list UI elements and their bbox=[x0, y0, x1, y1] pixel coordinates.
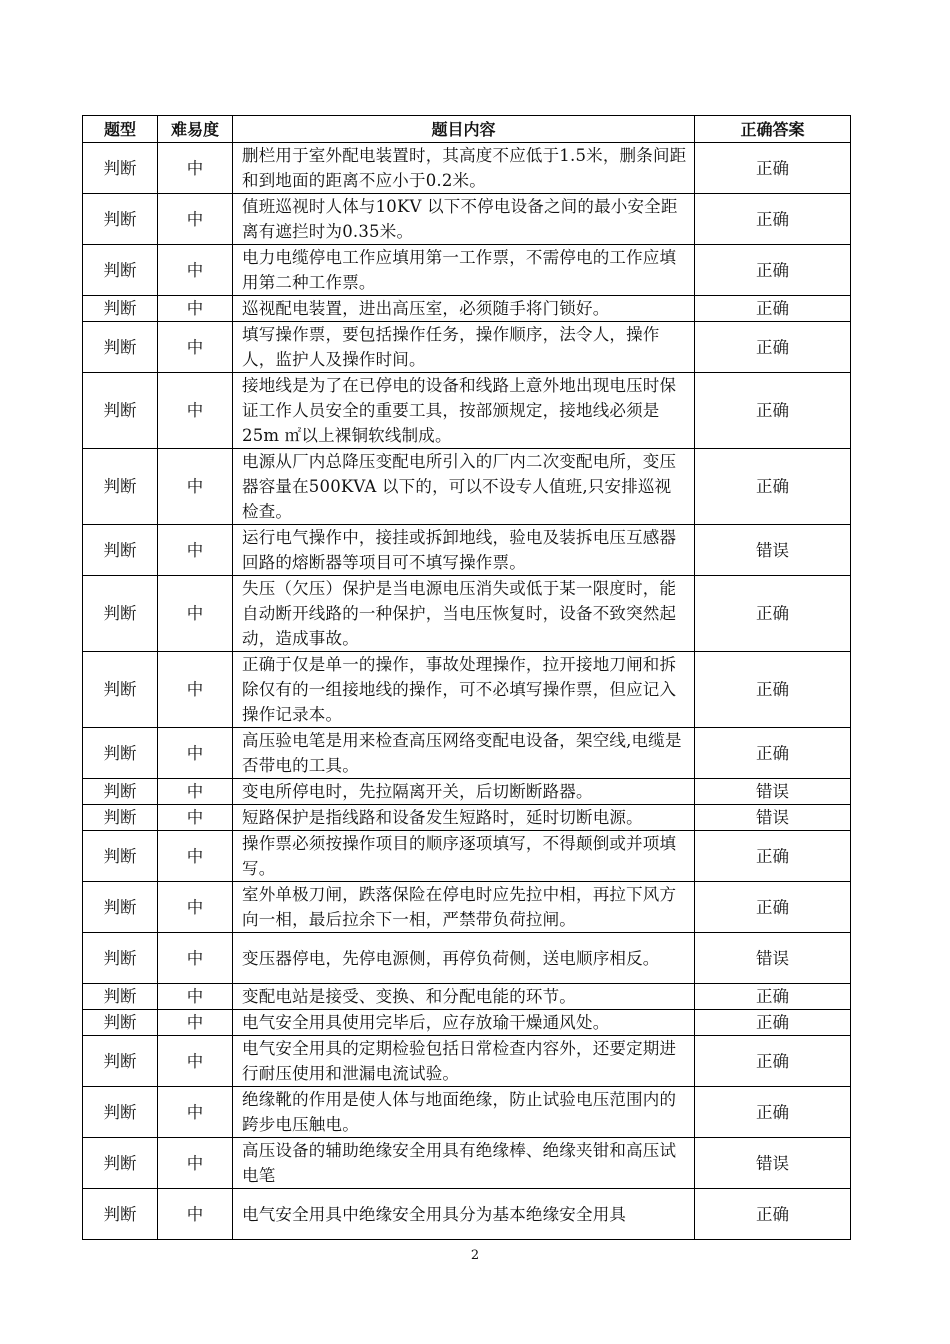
cell-type: 判断 bbox=[83, 194, 158, 245]
cell-answer: 正确 bbox=[695, 576, 851, 652]
cell-difficulty: 中 bbox=[158, 728, 233, 779]
table-row bbox=[83, 245, 851, 296]
cell-content: 接地线是为了在已停电的设备和线路上意外地出现电压时保证工作人员安全的重要工具，按部颁规定，接地线必须是25m ㎡以上裸铜软线制成。 bbox=[233, 373, 695, 449]
cell-answer: 正确 bbox=[695, 322, 851, 373]
table-row bbox=[83, 779, 851, 805]
cell-answer: 正确 bbox=[695, 1189, 851, 1240]
page-number: 2 bbox=[470, 1248, 480, 1263]
cell-answer: 错误 bbox=[695, 933, 851, 984]
cell-answer: 错误 bbox=[695, 1138, 851, 1189]
cell-answer: 正确 bbox=[695, 194, 851, 245]
cell-type: 判断 bbox=[83, 1087, 158, 1138]
cell-type: 判断 bbox=[83, 576, 158, 652]
cell-answer: 正确 bbox=[695, 728, 851, 779]
cell-content: 运行电气操作中，接挂或拆卸地线，验电及装拆电压互感器回路的熔断器等项目可不填写操作票。 bbox=[233, 525, 695, 576]
cell-difficulty: 中 bbox=[158, 805, 233, 831]
cell-answer: 正确 bbox=[695, 245, 851, 296]
cell-type: 判断 bbox=[83, 728, 158, 779]
cell-type: 判断 bbox=[83, 143, 158, 194]
cell-type: 判断 bbox=[83, 933, 158, 984]
table-row bbox=[83, 1036, 851, 1087]
cell-content: 室外单极刀闸，跌落保险在停电时应先拉中相，再拉下风方向一相，最后拉余下一相，严禁带负荷拉闸。 bbox=[233, 882, 695, 933]
cell-difficulty: 中 bbox=[158, 882, 233, 933]
cell-difficulty: 中 bbox=[158, 831, 233, 882]
cell-answer: 正确 bbox=[695, 143, 851, 194]
cell-content: 绝缘靴的作用是使人体与地面绝缘，防止试验电压范围内的跨步电压触电。 bbox=[233, 1087, 695, 1138]
table-row bbox=[83, 1010, 851, 1036]
cell-content: 填写操作票，要包括操作任务，操作顺序，法令人，操作人，监护人及操作时间。 bbox=[233, 322, 695, 373]
header-difficulty: 难易度 bbox=[158, 116, 233, 143]
cell-type: 判断 bbox=[83, 831, 158, 882]
table-row bbox=[83, 1087, 851, 1138]
cell-type: 判断 bbox=[83, 882, 158, 933]
cell-content: 变压器停电，先停电源侧，再停负荷侧，送电顺序相反。 bbox=[233, 933, 695, 984]
cell-type: 判断 bbox=[83, 1138, 158, 1189]
cell-type: 判断 bbox=[83, 1010, 158, 1036]
cell-difficulty: 中 bbox=[158, 779, 233, 805]
cell-difficulty: 中 bbox=[158, 1087, 233, 1138]
cell-difficulty: 中 bbox=[158, 373, 233, 449]
cell-type: 判断 bbox=[83, 322, 158, 373]
cell-difficulty: 中 bbox=[158, 245, 233, 296]
table-row bbox=[83, 882, 851, 933]
table-row bbox=[83, 652, 851, 728]
table-row bbox=[83, 1138, 851, 1189]
cell-answer: 正确 bbox=[695, 296, 851, 322]
table-row bbox=[83, 194, 851, 245]
cell-content: 巡视配电装置，进出高压室，必须随手将门锁好。 bbox=[233, 296, 695, 322]
cell-type: 判断 bbox=[83, 296, 158, 322]
cell-type: 判断 bbox=[83, 652, 158, 728]
table-header-row bbox=[83, 116, 851, 143]
cell-type: 判断 bbox=[83, 245, 158, 296]
cell-difficulty: 中 bbox=[158, 525, 233, 576]
cell-difficulty: 中 bbox=[158, 1010, 233, 1036]
table-row bbox=[83, 984, 851, 1010]
header-type: 题型 bbox=[83, 116, 158, 143]
table-row bbox=[83, 373, 851, 449]
cell-type: 判断 bbox=[83, 525, 158, 576]
cell-answer: 正确 bbox=[695, 373, 851, 449]
cell-difficulty: 中 bbox=[158, 984, 233, 1010]
cell-type: 判断 bbox=[83, 1036, 158, 1087]
cell-difficulty: 中 bbox=[158, 1189, 233, 1240]
cell-content: 电力电缆停电工作应填用第一工作票，不需停电的工作应填用第二种工作票。 bbox=[233, 245, 695, 296]
cell-content: 高压设备的辅助绝缘安全用具有绝缘棒、绝缘夹钳和高压试电笔 bbox=[233, 1138, 695, 1189]
cell-answer: 正确 bbox=[695, 652, 851, 728]
table-row bbox=[83, 576, 851, 652]
table-row bbox=[83, 933, 851, 984]
header-content: 题目内容 bbox=[233, 116, 695, 143]
table-row bbox=[83, 728, 851, 779]
cell-answer: 错误 bbox=[695, 525, 851, 576]
table-row bbox=[83, 296, 851, 322]
cell-type: 判断 bbox=[83, 984, 158, 1010]
cell-difficulty: 中 bbox=[158, 1138, 233, 1189]
cell-answer: 错误 bbox=[695, 779, 851, 805]
header-answer: 正确答案 bbox=[695, 116, 851, 143]
cell-content: 变配电站是接受、变换、和分配电能的环节。 bbox=[233, 984, 695, 1010]
cell-content: 电气安全用具的定期检验包括日常检查内容外，还要定期进行耐压使用和泄漏电流试验。 bbox=[233, 1036, 695, 1087]
cell-answer: 正确 bbox=[695, 1036, 851, 1087]
table-row bbox=[83, 1189, 851, 1240]
cell-difficulty: 中 bbox=[158, 143, 233, 194]
table-row bbox=[83, 525, 851, 576]
cell-type: 判断 bbox=[83, 449, 158, 525]
table-row bbox=[83, 143, 851, 194]
cell-content: 变电所停电时，先拉隔离开关，后切断断路器。 bbox=[233, 779, 695, 805]
cell-difficulty: 中 bbox=[158, 576, 233, 652]
cell-answer: 错误 bbox=[695, 805, 851, 831]
cell-type: 判断 bbox=[83, 805, 158, 831]
cell-difficulty: 中 bbox=[158, 652, 233, 728]
cell-difficulty: 中 bbox=[158, 449, 233, 525]
cell-difficulty: 中 bbox=[158, 1036, 233, 1087]
cell-type: 判断 bbox=[83, 373, 158, 449]
cell-difficulty: 中 bbox=[158, 194, 233, 245]
table-body bbox=[83, 143, 851, 1240]
table-row bbox=[83, 449, 851, 525]
question-table bbox=[82, 115, 851, 1240]
cell-content: 删栏用于室外配电装置时，其高度不应低于1.5米，删条间距和到地面的距离不应小于0.2米。 bbox=[233, 143, 695, 194]
cell-difficulty: 中 bbox=[158, 296, 233, 322]
cell-answer: 正确 bbox=[695, 1087, 851, 1138]
cell-content: 短路保护是指线路和设备发生短路时，延时切断电源。 bbox=[233, 805, 695, 831]
cell-answer: 正确 bbox=[695, 1010, 851, 1036]
table-row bbox=[83, 805, 851, 831]
cell-content: 正确于仅是单一的操作，事故处理操作，拉开接地刀闸和拆除仅有的一组接地线的操作，可不必填写操作票，但应记入操作记录本。 bbox=[233, 652, 695, 728]
cell-difficulty: 中 bbox=[158, 933, 233, 984]
cell-type: 判断 bbox=[83, 1189, 158, 1240]
cell-content: 高压验电笔是用来检查高压网络变配电设备，架空线,电缆是否带电的工具。 bbox=[233, 728, 695, 779]
cell-answer: 正确 bbox=[695, 449, 851, 525]
cell-answer: 正确 bbox=[695, 831, 851, 882]
cell-answer: 正确 bbox=[695, 984, 851, 1010]
cell-content: 电气安全用具使用完毕后，应存放瑜干燥通风处。 bbox=[233, 1010, 695, 1036]
cell-content: 电气安全用具中绝缘安全用具分为基本绝缘安全用具 bbox=[233, 1189, 695, 1240]
cell-content: 操作票必须按操作项目的顺序逐项填写，不得颠倒或并项填写。 bbox=[233, 831, 695, 882]
cell-answer: 正确 bbox=[695, 882, 851, 933]
table-row bbox=[83, 831, 851, 882]
cell-content: 值班巡视时人体与10KV 以下不停电设备之间的最小安全距离有遮拦时为0.35米。 bbox=[233, 194, 695, 245]
cell-content: 电源从厂内总降压变配电所引入的厂内二次变配电所，变压器容量在500KVA 以下的，可以不设专人值班,只安排巡视检查。 bbox=[233, 449, 695, 525]
cell-type: 判断 bbox=[83, 779, 158, 805]
table-row bbox=[83, 322, 851, 373]
cell-difficulty: 中 bbox=[158, 322, 233, 373]
cell-content: 失压（欠压）保护是当电源电压消失或低于某一限度时，能自动断开线路的一种保护，当电压恢复时，设备不致突然起动，造成事故。 bbox=[233, 576, 695, 652]
